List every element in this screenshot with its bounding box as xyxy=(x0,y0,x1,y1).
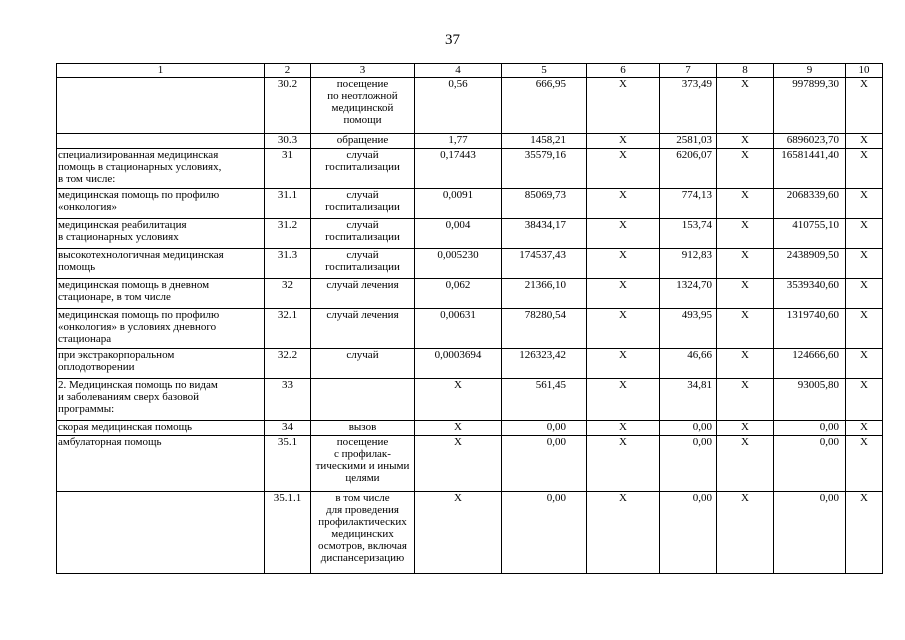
table-cell-c9: 6896023,70 xyxy=(774,134,846,149)
table-cell-c7: 0,00 xyxy=(660,492,717,574)
table-cell-c1 xyxy=(57,134,265,149)
table-cell-c8: Х xyxy=(717,249,774,279)
table-cell-c4: 0,17443 xyxy=(415,149,502,189)
table-cell-c10: Х xyxy=(846,78,883,134)
table-cell-c5: 35579,16 xyxy=(502,149,587,189)
table-cell-c10: Х xyxy=(846,379,883,421)
table-cell-c7: 46,66 xyxy=(660,349,717,379)
table-cell-c1 xyxy=(57,78,265,134)
table-row xyxy=(57,149,883,189)
table-row xyxy=(57,349,883,379)
table-cell-c3: случай госпитализации xyxy=(311,219,415,249)
table-cell-c9: 16581441,40 xyxy=(774,149,846,189)
table-cell-c9: 0,00 xyxy=(774,436,846,492)
table-cell-c3: случай госпитализации xyxy=(311,249,415,279)
table-cell-c6: Х xyxy=(587,149,660,189)
table-cell-c5: 38434,17 xyxy=(502,219,587,249)
table-cell-c3: случай госпитализации xyxy=(311,149,415,189)
table-row xyxy=(57,492,883,574)
table-cell-c5: 561,45 xyxy=(502,379,587,421)
table-cell-c3: обращение xyxy=(311,134,415,149)
table-cell-c10: Х xyxy=(846,309,883,349)
table-cell-c1: амбулаторная помощь xyxy=(57,436,265,492)
table-cell-c5: 0,00 xyxy=(502,492,587,574)
table-cell-c3: случай xyxy=(311,349,415,379)
table-row xyxy=(57,436,883,492)
table-cell-c1: медицинская помощь по профилю «онкология» xyxy=(57,189,265,219)
table-cell-c7: 1324,70 xyxy=(660,279,717,309)
table-cell-c9: 93005,80 xyxy=(774,379,846,421)
table-cell-c10: Х xyxy=(846,349,883,379)
table-row xyxy=(57,78,883,134)
header-cell: 8 xyxy=(717,64,774,78)
header-cell: 3 xyxy=(311,64,415,78)
table-cell-c4: Х xyxy=(415,421,502,436)
table-cell-c3: вызов xyxy=(311,421,415,436)
table-cell-c1: при экстракорпоральном оплодотворении xyxy=(57,349,265,379)
table-cell-c10: Х xyxy=(846,492,883,574)
header-cell: 6 xyxy=(587,64,660,78)
table-cell-c8: Х xyxy=(717,189,774,219)
table-cell-c9: 2068339,60 xyxy=(774,189,846,219)
table-row xyxy=(57,421,883,436)
table-cell-c2: 30.2 xyxy=(265,78,311,134)
table-cell-c9: 410755,10 xyxy=(774,219,846,249)
header-cell: 7 xyxy=(660,64,717,78)
table-cell-c9: 2438909,50 xyxy=(774,249,846,279)
table-cell-c2: 30.3 xyxy=(265,134,311,149)
table-row xyxy=(57,279,883,309)
table-cell-c6: Х xyxy=(587,189,660,219)
table-cell-c5: 85069,73 xyxy=(502,189,587,219)
table-cell-c5: 0,00 xyxy=(502,436,587,492)
table-cell-c4: 1,77 xyxy=(415,134,502,149)
table-cell-c10: Х xyxy=(846,219,883,249)
header-cell: 2 xyxy=(265,64,311,78)
table-cell-c8: Х xyxy=(717,436,774,492)
table-cell-c1: 2. Медицинская помощь по видам и заболеваниям сверх базовой программы: xyxy=(57,379,265,421)
table-cell-c7: 912,83 xyxy=(660,249,717,279)
table-cell-c3: в том числе для проведения профилактических медицинских осмотров, включая диспансеризацию xyxy=(311,492,415,574)
table-cell-c2: 31 xyxy=(265,149,311,189)
table-cell-c1: специализированная медицинская помощь в стационарных условиях, в том числе: xyxy=(57,149,265,189)
table-cell-c4: Х xyxy=(415,379,502,421)
table-cell-c10: Х xyxy=(846,149,883,189)
page-number: 37 xyxy=(445,32,460,48)
table-cell-c4: 0,004 xyxy=(415,219,502,249)
table-cell-c1: медицинская помощь по профилю «онкология» в условиях дневного стационара xyxy=(57,309,265,349)
table-cell-c7: 0,00 xyxy=(660,436,717,492)
table-cell-c2: 35.1 xyxy=(265,436,311,492)
table-cell-c9: 124666,60 xyxy=(774,349,846,379)
table-cell-c9: 0,00 xyxy=(774,421,846,436)
table-cell-c4: 0,0003694 xyxy=(415,349,502,379)
table-cell-c8: Х xyxy=(717,78,774,134)
table-cell-c7: 2581,03 xyxy=(660,134,717,149)
table-cell-c10: Х xyxy=(846,134,883,149)
table-cell-c6: Х xyxy=(587,134,660,149)
table-cell-c5: 126323,42 xyxy=(502,349,587,379)
table-cell-c6: Х xyxy=(587,78,660,134)
table-cell-c6: Х xyxy=(587,309,660,349)
table-cell-c7: 774,13 xyxy=(660,189,717,219)
table-cell-c4: 0,56 xyxy=(415,78,502,134)
table-row xyxy=(57,379,883,421)
header-cell: 1 xyxy=(57,64,265,78)
table-cell-c5: 78280,54 xyxy=(502,309,587,349)
table-cell-c6: Х xyxy=(587,492,660,574)
table-cell-c8: Х xyxy=(717,492,774,574)
table-cell-c3: посещение по неотложной медицинской помощи xyxy=(311,78,415,134)
table-cell-c1 xyxy=(57,492,265,574)
table-cell-c5: 21366,10 xyxy=(502,279,587,309)
table-cell-c10: Х xyxy=(846,436,883,492)
table-cell-c2: 32.1 xyxy=(265,309,311,349)
table-cell-c5: 174537,43 xyxy=(502,249,587,279)
table-cell-c6: Х xyxy=(587,219,660,249)
table-cell-c8: Х xyxy=(717,134,774,149)
table-cell-c7: 373,49 xyxy=(660,78,717,134)
table-cell-c7: 153,74 xyxy=(660,219,717,249)
table-cell-c8: Х xyxy=(717,279,774,309)
table-cell-c3: посещение с профилак- тическими и иными целями xyxy=(311,436,415,492)
table-cell-c3: случай госпитализации xyxy=(311,189,415,219)
table-row xyxy=(57,134,883,149)
table-cell-c6: Х xyxy=(587,436,660,492)
table-cell-c8: Х xyxy=(717,379,774,421)
table-cell-c7: 34,81 xyxy=(660,379,717,421)
header-cell: 4 xyxy=(415,64,502,78)
table-cell-c3: случай лечения xyxy=(311,309,415,349)
data-table xyxy=(56,63,883,574)
header-cell: 5 xyxy=(502,64,587,78)
header-cell: 10 xyxy=(846,64,883,78)
table-cell-c5: 1458,21 xyxy=(502,134,587,149)
table-cell-c7: 493,95 xyxy=(660,309,717,349)
table-cell-c9: 1319740,60 xyxy=(774,309,846,349)
header-row xyxy=(57,64,883,78)
table-cell-c4: Х xyxy=(415,492,502,574)
table-cell-c10: Х xyxy=(846,279,883,309)
table-cell-c2: 31.3 xyxy=(265,249,311,279)
header-cell: 9 xyxy=(774,64,846,78)
table-cell-c6: Х xyxy=(587,349,660,379)
table-cell-c1: медицинская помощь в дневном стационаре, в том числе xyxy=(57,279,265,309)
table-cell-c2: 34 xyxy=(265,421,311,436)
table-cell-c8: Х xyxy=(717,421,774,436)
table-cell-c3 xyxy=(311,379,415,421)
table-cell-c2: 35.1.1 xyxy=(265,492,311,574)
table-cell-c8: Х xyxy=(717,149,774,189)
table-cell-c8: Х xyxy=(717,349,774,379)
table-cell-c6: Х xyxy=(587,421,660,436)
table-cell-c1: скорая медицинская помощь xyxy=(57,421,265,436)
table-cell-c2: 31.2 xyxy=(265,219,311,249)
table-cell-c8: Х xyxy=(717,219,774,249)
table-cell-c5: 666,95 xyxy=(502,78,587,134)
table-row xyxy=(57,189,883,219)
table-cell-c7: 6206,07 xyxy=(660,149,717,189)
table-row xyxy=(57,219,883,249)
table-cell-c4: 0,005230 xyxy=(415,249,502,279)
table-cell-c10: Х xyxy=(846,189,883,219)
table-cell-c6: Х xyxy=(587,379,660,421)
table-cell-c9: 997899,30 xyxy=(774,78,846,134)
table-cell-c1: высокотехнологичная медицинская помощь xyxy=(57,249,265,279)
table-row xyxy=(57,249,883,279)
table-cell-c8: Х xyxy=(717,309,774,349)
table-cell-c4: Х xyxy=(415,436,502,492)
table-cell-c4: 0,00631 xyxy=(415,309,502,349)
table-cell-c5: 0,00 xyxy=(502,421,587,436)
table-cell-c7: 0,00 xyxy=(660,421,717,436)
table-cell-c10: Х xyxy=(846,421,883,436)
table-cell-c9: 3539340,60 xyxy=(774,279,846,309)
table-cell-c1: медицинская реабилитация в стационарных условиях xyxy=(57,219,265,249)
table-cell-c4: 0,0091 xyxy=(415,189,502,219)
table-row xyxy=(57,309,883,349)
table-cell-c3: случай лечения xyxy=(311,279,415,309)
table-cell-c4: 0,062 xyxy=(415,279,502,309)
table-cell-c9: 0,00 xyxy=(774,492,846,574)
table-cell-c2: 33 xyxy=(265,379,311,421)
table-cell-c2: 31.1 xyxy=(265,189,311,219)
table-cell-c10: Х xyxy=(846,249,883,279)
table-cell-c6: Х xyxy=(587,249,660,279)
table-cell-c2: 32 xyxy=(265,279,311,309)
table-cell-c6: Х xyxy=(587,279,660,309)
table-cell-c2: 32.2 xyxy=(265,349,311,379)
